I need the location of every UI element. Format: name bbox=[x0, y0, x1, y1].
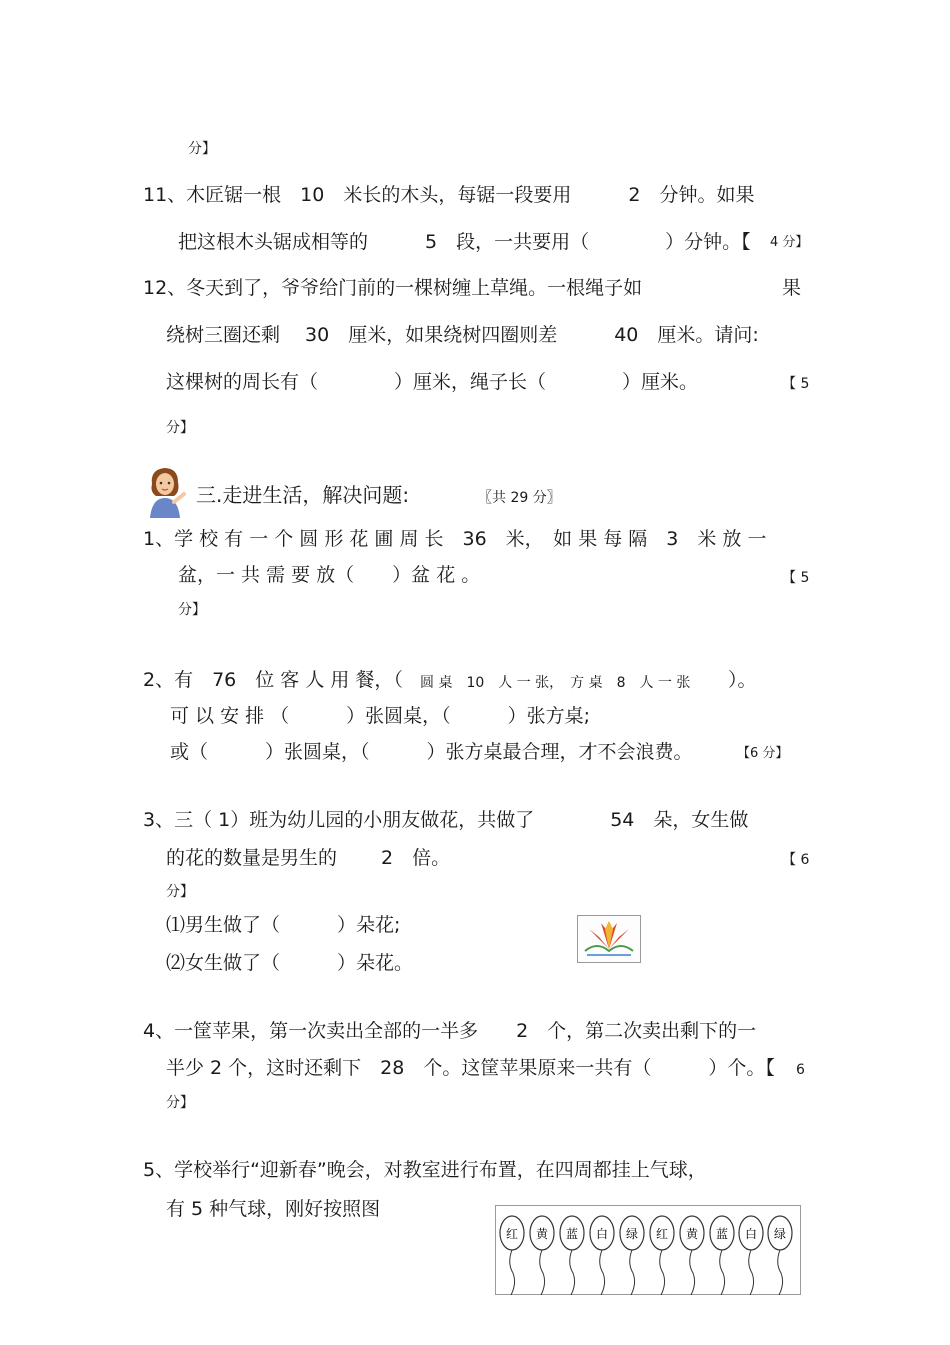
balloon-label: 绿 bbox=[625, 1227, 639, 1241]
p2-line1b: 圆 桌 10 人 一 张， 方 桌 8 人 一 张 bbox=[420, 675, 691, 691]
p2-line3: 或（ ）张圆桌，（ ）张方桌最合理，才不会浪费。 bbox=[170, 741, 693, 763]
teacher-icon bbox=[144, 462, 186, 518]
q12-score-tail: 分】 bbox=[166, 420, 194, 436]
section-score: 〖共 29 分〗 bbox=[478, 490, 561, 506]
p2-line1a: 2、有 76 位 客 人 用 餐，（ bbox=[143, 669, 403, 691]
p1-score: 【 5 bbox=[782, 570, 810, 586]
section-title: 三.走进生活，解决问题: bbox=[196, 483, 410, 507]
q12-line3: 这棵树的周长有（ ）厘米，绳子长（ ）厘米。 bbox=[166, 371, 699, 393]
p4-score-tail: 分】 bbox=[166, 1095, 194, 1111]
p3-sub2: ⑵女生做了（ ）朵花。 bbox=[166, 952, 414, 974]
q12-score: 【 5 bbox=[782, 376, 810, 392]
flower-icon bbox=[577, 915, 641, 963]
p1-line2: 盆，一 共 需 要 放（ ）盆 花 。 bbox=[178, 564, 481, 586]
score-tail: 分】 bbox=[188, 141, 216, 157]
q11-line2: 把这根木头锯成相等的 5 段，一共要用（ ）分钟。【 bbox=[178, 231, 751, 253]
p3-line2: 的花的数量是男生的 2 倍。 bbox=[166, 847, 451, 869]
balloon-label: 红 bbox=[655, 1227, 669, 1241]
p4-score: 6 bbox=[796, 1062, 805, 1078]
p2-line2: 可 以 安 排 （ ）张圆桌，（ ）张方桌; bbox=[170, 705, 591, 727]
balloon-row bbox=[495, 1205, 801, 1295]
p2-line1c: ）。 bbox=[728, 669, 757, 691]
q12-line2: 绕树三圈还剩 30 厘米，如果绕树四圈则差 40 厘米。请问: bbox=[166, 324, 759, 346]
balloon-label: 黄 bbox=[685, 1227, 699, 1241]
balloon-label: 黄 bbox=[535, 1227, 549, 1241]
balloon-label: 白 bbox=[744, 1227, 758, 1241]
q12-line1-end: 果 bbox=[782, 277, 802, 299]
balloon-label: 蓝 bbox=[715, 1227, 729, 1241]
p5-line1: 5、学校举行“迎新春”晚会，对教室进行布置，在四周都挂上气球， bbox=[143, 1159, 707, 1181]
p5-line2: 有 5 种气球，刚好按照图 bbox=[166, 1198, 381, 1220]
p3-line1: 3、三（ 1）班为幼儿园的小朋友做花，共做了 54 朵，女生做 bbox=[143, 809, 749, 831]
q12-line1: 12、冬天到了，爷爷给门前的一棵树缠上草绳。一根绳子如 bbox=[143, 277, 643, 299]
p1-score-tail: 分】 bbox=[178, 602, 206, 618]
p4-line2: 半少 2 个，这时还剩下 28 个。这筐苹果原来一共有（ ）个。【 bbox=[166, 1057, 775, 1079]
q11-line1: 11、木匠锯一根 10 米长的木头，每锯一段要用 2 分钟。如果 bbox=[143, 184, 755, 206]
q11-score: 4 分】 bbox=[770, 235, 809, 250]
balloon-label: 白 bbox=[595, 1227, 609, 1241]
p3-sub1: ⑴男生做了（ ）朵花; bbox=[166, 914, 401, 936]
p2-score: 【6 分】 bbox=[737, 746, 789, 761]
balloon-label: 绿 bbox=[773, 1227, 787, 1241]
p3-score-tail: 分】 bbox=[166, 884, 194, 900]
balloon-label: 蓝 bbox=[565, 1227, 579, 1241]
p3-score: 【 6 bbox=[782, 852, 810, 868]
p4-line1: 4、一筐苹果，第一次卖出全部的一半多 2 个，第二次卖出剩下的一 bbox=[143, 1020, 757, 1042]
p1-line1: 1、学 校 有 一 个 圆 形 花 圃 周 长 36 米， 如 果 每 隔 3 米 放 一 bbox=[143, 528, 767, 550]
balloon-label: 红 bbox=[505, 1227, 519, 1241]
